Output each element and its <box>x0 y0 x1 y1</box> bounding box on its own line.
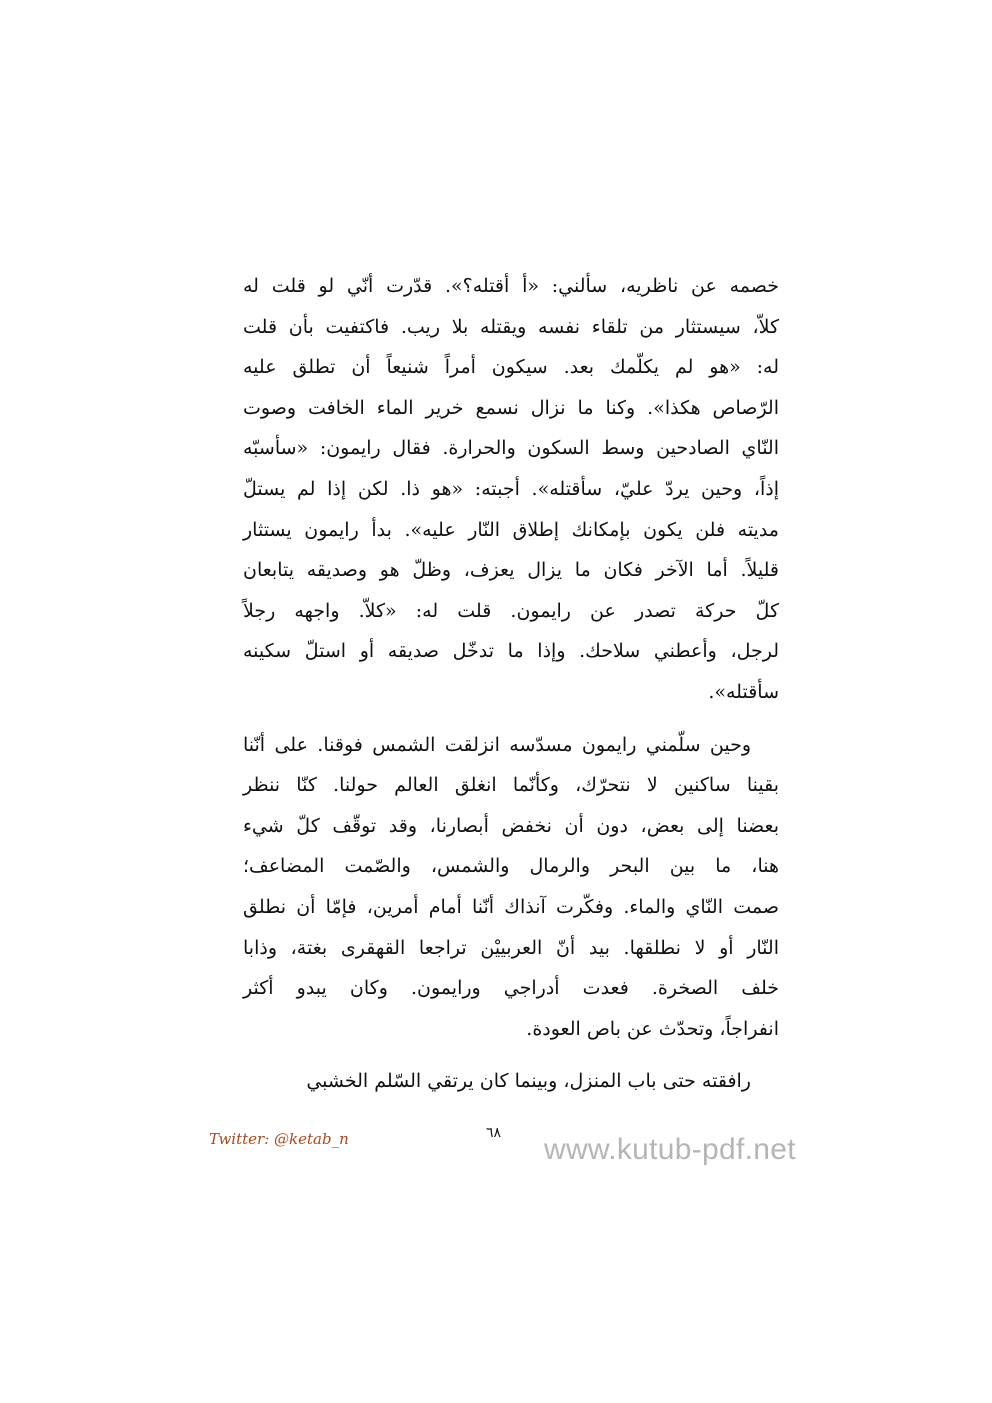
text-line: النّاي الصادحين وسط السكون والحرارة. فقال رايمون: «سأسبّه <box>243 437 779 460</box>
text-line: لرجل، وأعطني سلاحك. وإذا ما تدخّل صديقه أو استلّ سكينه <box>243 640 779 663</box>
text-line: بعضنا إلى بعض، دون أن نخفض أبصارنا، وقد توقّف كلّ شيء <box>243 814 779 837</box>
text-line: هنا، ما بين البحر والرمال والشمس، والصّمت المضاعف؛ <box>243 855 779 878</box>
text-line: بقينا ساكنين لا نتحرّك، وكأنّما انغلق العالم حولنا. كنّا ننظر <box>243 774 779 797</box>
paragraph <box>243 1061 779 1102</box>
text-line: خصمه عن ناظريه، سألني: «أ أقتله؟». قدّرت أنّي لو قلت له <box>243 275 779 297</box>
text-line: رافقته حتى باب المنزل، وبينما كان يرتقي السّلم الخشبي <box>306 1070 751 1093</box>
text-line: خلف الصخرة. فعدت أدراجي ورايمون. وكان يبدو أكثر <box>243 977 779 1000</box>
paragraph <box>243 725 779 1050</box>
watermark-url: www.kutub-pdf.net <box>544 1133 796 1166</box>
text-line: قليلاً. أما الآخر فكان ما يزال يعزف، وظلّ هو وصديقه يتابعان <box>243 559 779 582</box>
text-line: له: «هو لم يكلّمك بعد. سيكون أمراً شنيعاً أن تطلق عليه <box>243 356 779 379</box>
text-line: مديته فلن يكون بإمكانك إطلاق النّار عليه». بدأ رايمون يستثار <box>243 518 779 541</box>
text-line: صمت النّاي والماء. وفكّرت آنذاك أنّنا أمام أمرين، فإمّا أن نطلق <box>243 895 779 918</box>
body-text <box>243 266 779 1102</box>
text-line: انفراجاً، وتحدّث عن باص العودة. <box>526 1017 779 1040</box>
text-line: كلاّ، سيستثار من تلقاء نفسه ويقتله بلا ريب. فاكتفيت بأن قلت <box>243 315 779 338</box>
text-line: إذاً، وحين يردّ عليّ، سأقتله». أجبته: «هو ذا. لكن إذا لم يستلّ <box>243 477 779 500</box>
twitter-handle: Twitter: @ketab_n <box>209 1130 349 1148</box>
paragraph-spacer <box>243 713 779 725</box>
page-number: ٦٨ <box>486 1125 502 1141</box>
paragraph-spacer <box>243 1049 779 1061</box>
text-line: وحين سلّمني رايمون مسدّسه انزلقت الشمس فوقنا. على أنّنا <box>243 733 751 756</box>
text-line: كلّ حركة تصدر عن رايمون. قلت له: «كلاّ. واجهه رجلاً <box>243 599 779 622</box>
text-line: سأقتله». <box>708 680 779 703</box>
text-line: الرّصاص هكذا». وكنا ما نزال نسمع خرير الماء الخافت وصوت <box>243 396 779 419</box>
text-line: النّار أو لا نطلقها. بيد أنّ العربييْن تراجعا القهقرى بغتة، وذابا <box>243 936 779 959</box>
paragraph <box>243 266 779 713</box>
